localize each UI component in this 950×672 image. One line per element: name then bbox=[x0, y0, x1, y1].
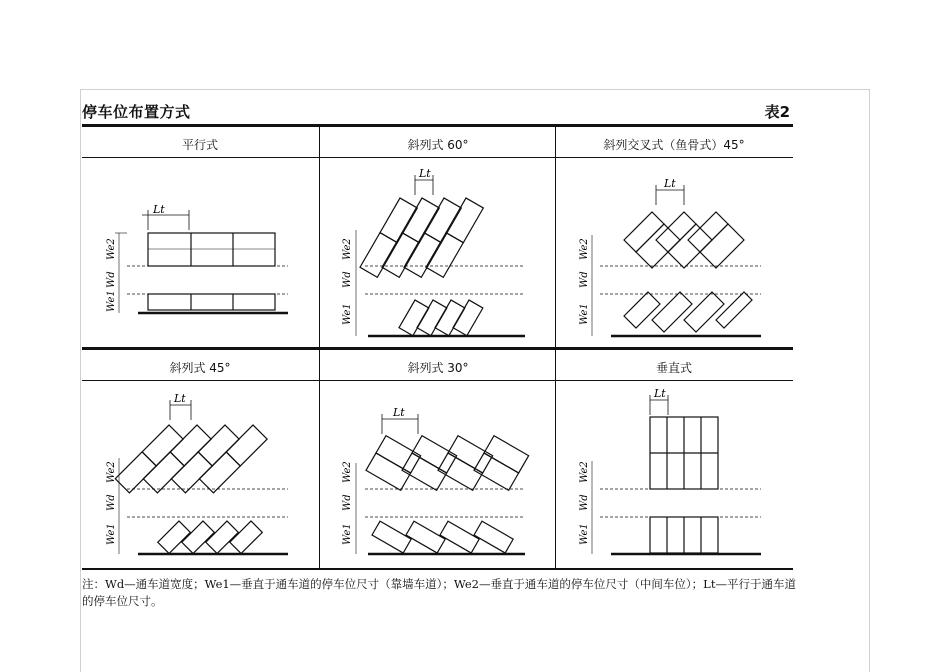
header-line-bottom-row bbox=[82, 380, 793, 381]
dim-label-lt: Lt bbox=[654, 387, 666, 400]
dim-label-we2: We2 bbox=[342, 461, 353, 483]
dim-label-wd: Wd bbox=[579, 271, 590, 288]
dim-label-lt: Lt bbox=[419, 167, 431, 180]
dim-label-wd: Wd bbox=[579, 494, 590, 511]
dim-label-we1: We1 bbox=[342, 303, 353, 325]
table-note bbox=[82, 576, 797, 610]
dim-label-we2: We2 bbox=[579, 238, 590, 260]
diagram-angled-45 bbox=[83, 383, 319, 568]
dim-label-we2: We2 bbox=[106, 461, 117, 483]
dim-label-wd: Wd bbox=[342, 494, 353, 511]
dim-label-lt: Lt bbox=[664, 177, 676, 190]
diagram-parallel bbox=[83, 160, 319, 346]
dim-label-lt: Lt bbox=[393, 406, 405, 419]
dim-label-wd: Wd bbox=[342, 271, 353, 288]
diagram-angled-30 bbox=[320, 383, 555, 568]
table-number: 表2 bbox=[764, 103, 790, 121]
dim-label-we1: We1 bbox=[106, 290, 117, 312]
dim-label-wd: Wd bbox=[106, 271, 117, 288]
dim-label-we1: We1 bbox=[579, 303, 590, 325]
panel-title-perpendicular: 垂直式 bbox=[655, 361, 692, 375]
diagram-perpendicular bbox=[556, 383, 792, 568]
panel-title-herringbone-45: 斜列交叉式（鱼骨式）45° bbox=[603, 138, 745, 152]
diagram-herringbone-45 bbox=[556, 160, 792, 346]
dim-label-we1: We1 bbox=[342, 523, 353, 545]
dim-label-lt: Lt bbox=[153, 203, 165, 216]
row-separator bbox=[82, 347, 793, 350]
header-line-top-row bbox=[82, 157, 793, 158]
dim-label-lt: Lt bbox=[174, 392, 186, 405]
panel-title-angled-30: 斜列式 30° bbox=[407, 361, 469, 375]
panel-title-angled-60: 斜列式 60° bbox=[407, 138, 469, 152]
panel-title-angled-45: 斜列式 45° bbox=[169, 361, 231, 375]
diagram-angled-60 bbox=[320, 160, 555, 346]
dim-label-wd: Wd bbox=[106, 494, 117, 511]
table-title: 停车位布置方式 bbox=[82, 103, 191, 121]
dim-label-we1: We1 bbox=[579, 523, 590, 545]
note-text: 注：Wd—通车道宽度；We1—垂直于通车道的停车位尺寸（靠墙车道）；We2—垂直于通车道的停车位尺寸（中间车位）；Lt—平行于通车道的停车位尺寸。 bbox=[82, 577, 796, 608]
dim-label-we2: We2 bbox=[342, 238, 353, 260]
panel-title-parallel: 平行式 bbox=[181, 138, 218, 152]
dim-label-we2: We2 bbox=[106, 238, 117, 260]
dim-label-we1: We1 bbox=[106, 523, 117, 545]
dim-label-we2: We2 bbox=[579, 461, 590, 483]
